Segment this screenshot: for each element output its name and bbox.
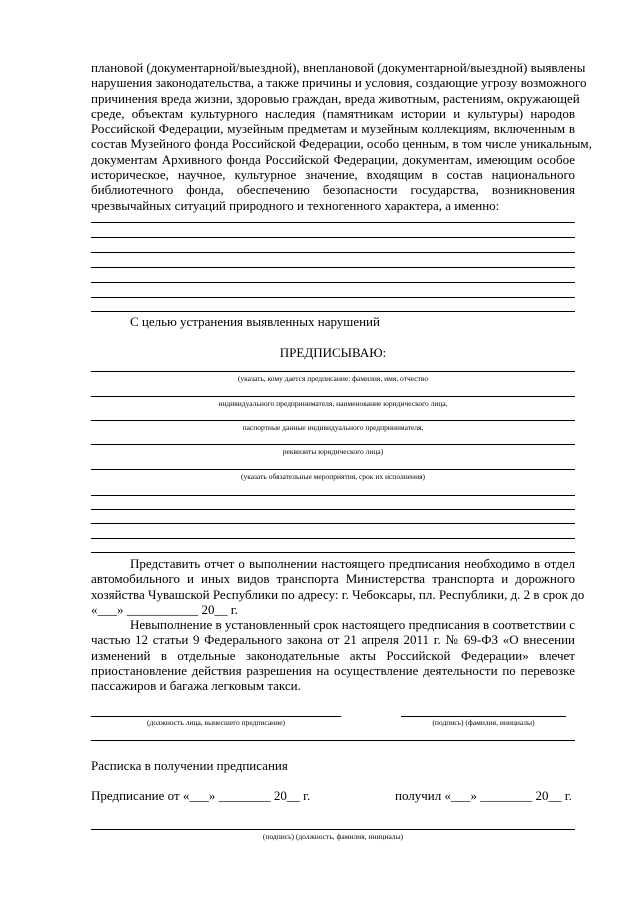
caption-requisites: реквизиты юридического лица) — [282, 447, 384, 456]
received-date[interactable]: получил «___» ________ 20__ г. — [395, 788, 572, 803]
intro-line: библиотечного фонда, обеспечению безопасности государства, возникновения — [91, 182, 575, 198]
position-signature-line[interactable] — [91, 716, 341, 717]
purpose-text: С целью устранения выявленных нарушений — [130, 314, 380, 329]
report-line: хозяйства Чувашской Республики по адресу: г. Чебоксары, пл. Республики, д. 2 в срок до — [91, 586, 585, 602]
receiver-signature-line[interactable] — [91, 829, 575, 830]
receiver-caption: (подпись) (должность, фамилия, инициалы) — [262, 832, 404, 841]
signature-caption: (подпись) (фамилия, инициалы) — [432, 718, 535, 727]
intro-line: нарушения законодательства, а также причины и условия, создающие угрозу возможного — [91, 75, 587, 91]
failure-line: приостановление действия разрешения на осуществление деятельности по перевозке — [91, 662, 575, 678]
caption-passport: паспортные данные индивидуального предпринимателя, — [242, 423, 424, 432]
intro-paragraph — [91, 60, 592, 213]
intro-line: Российской Федерации, музейным предметам и музейным коллекциям, включенным в — [91, 121, 575, 137]
intro-line: состав Музейного фонда Российской Федерации, особо ценным, в том числе уникальным, — [91, 136, 592, 152]
intro-line: среде, объектам культурного наследия (памятникам истории и культуры) народов — [91, 105, 575, 121]
order-heading: ПРЕДПИСЫВАЮ: — [279, 345, 387, 360]
intro-line: причинения вреда жизни, здоровью граждан, вреда животным, растениям, окружающей — [91, 90, 580, 106]
measures-line[interactable] — [91, 495, 575, 496]
violations-line[interactable] — [91, 267, 575, 268]
violations-line[interactable] — [91, 237, 575, 238]
intro-line: историческое, научное, культурное значение, входящим в состав национального — [91, 167, 575, 183]
measures-line[interactable] — [91, 538, 575, 539]
caption-who: (указать, кому дается предписание: фамилия, имя, отчество — [237, 374, 429, 383]
failure-line: частью 12 статьи 9 Федерального закона от 21 апреля 2011 г. № 69-ФЗ «О внесении — [91, 632, 575, 648]
measures-line[interactable] — [91, 552, 575, 553]
violations-line[interactable] — [91, 311, 575, 312]
signature-line[interactable] — [401, 716, 566, 717]
caption-measures: (указать обязательные мероприятия, срок их исполнения) — [240, 472, 426, 481]
measures-line[interactable] — [91, 523, 575, 524]
failure-line-last: пассажиров и багажа легковым такси. — [91, 678, 301, 694]
violations-line[interactable] — [91, 222, 575, 223]
failure-paragraph — [91, 617, 575, 693]
failure-line: Невыполнение в установленный срок настоящего предписания в соответствии с — [130, 617, 575, 632]
failure-line: изменений в отдельные законодательные акты Российской Федерации» влечет — [91, 647, 575, 663]
report-deadline: «___» ___________ 20__ г. — [91, 601, 238, 617]
violations-line[interactable] — [91, 282, 575, 283]
intro-line: документам Архивного фонда Российской Федерации, документам, имеющим особое — [91, 151, 575, 167]
intro-line: плановой (документарной/выездной), внеплановой (документарной/выездной) выявлены — [91, 60, 586, 75]
violations-line[interactable] — [91, 252, 575, 253]
recipient-line[interactable] — [91, 444, 575, 445]
measures-line[interactable] — [91, 509, 575, 510]
signature-extra-line[interactable] — [91, 740, 575, 741]
caption-entrepreneur: индивидуального предпринимателя, наименование юридического лица, — [218, 399, 448, 408]
recipient-line[interactable] — [91, 420, 575, 421]
report-paragraph — [91, 556, 585, 617]
recipient-line[interactable] — [91, 396, 575, 397]
issued-date[interactable]: Предписание от «___» ________ 20__ г. — [91, 788, 311, 803]
recipient-line[interactable] — [91, 371, 575, 372]
measures-line[interactable] — [91, 469, 575, 470]
intro-line-last: чрезвычайных ситуаций природного и техногенного характера, а именно: — [91, 197, 500, 213]
report-line: автомобильного и иных видов транспорта Министерства транспорта и дорожного — [91, 571, 575, 587]
report-line: Представить отчет о выполнении настоящего предписания необходимо в отдел — [130, 556, 575, 571]
receipt-title: Расписка в получении предписания — [91, 758, 288, 773]
violations-line[interactable] — [91, 297, 575, 298]
position-caption: (должность лица, вынесшего предписание) — [146, 718, 286, 727]
